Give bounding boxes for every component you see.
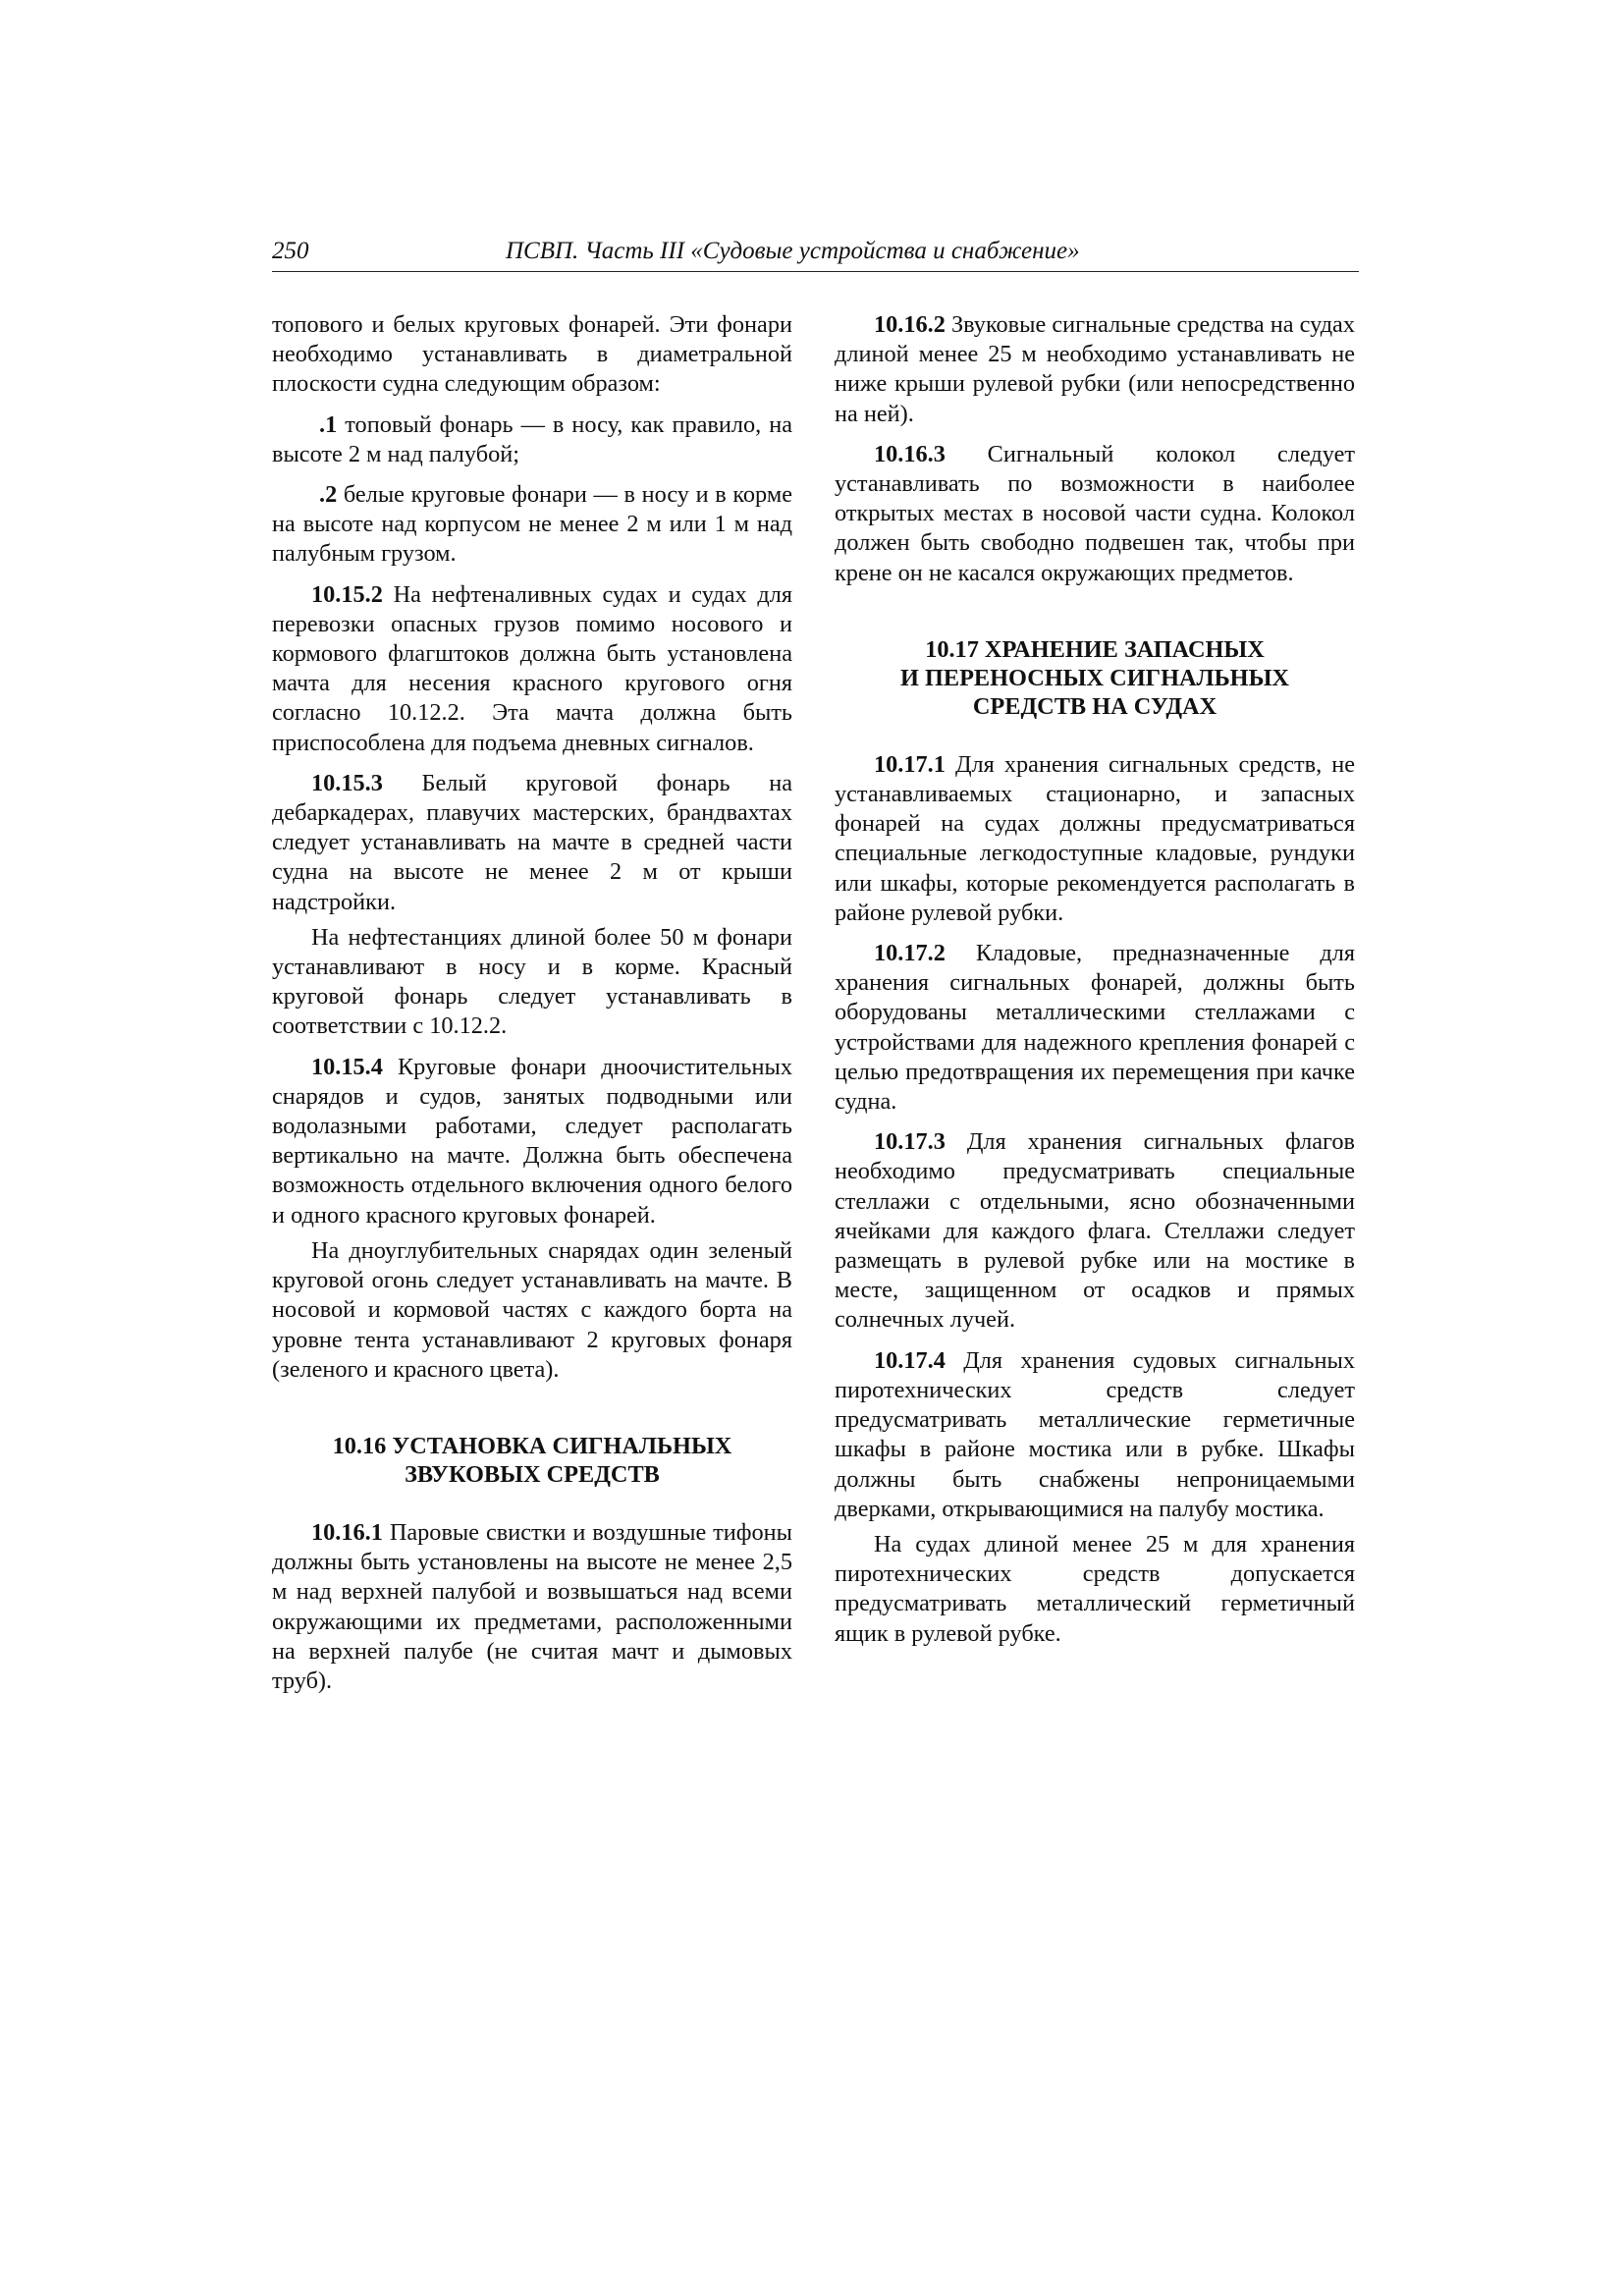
clause-10-17-2 [835, 939, 1355, 1117]
clause-text: Кладовые, предназначенные для хранения сигнальных фонарей, должны быть оборудованы металлическими стеллажами с устройствами для надежного крепления фонарей с целью предотвращения их перемещения при качке судна. [835, 940, 1355, 1116]
item-number: .1 [319, 410, 338, 438]
running-header [272, 236, 1359, 272]
clause-number: 10.17.3 [874, 1128, 946, 1156]
clause-text: Для хранения сигнальных флагов необходимо предусматривать специальные стеллажи с отдельными, ясно обозначенными ячейками для каждого флага. Стеллажи следует размещать в рулевой рубке или на мостике в месте, защищенном от осадков и прямых солнечных лучей. [835, 1128, 1355, 1334]
clause-number: 10.16.2 [874, 311, 946, 338]
clause-number: 10.17.4 [874, 1346, 946, 1374]
clause-number: 10.16.3 [874, 440, 946, 467]
clause-10-16-2 [835, 310, 1355, 429]
clause-text: На нефтеналивных судах и судах для перевозки опасных грузов помимо носового и кормового флагштоков должна быть установлена мачта для несения красного кругового огня согласно 10.12.2. Эта мачта должна быть приспособлена для подъема дневных сигналов. [272, 580, 792, 756]
paragraph: На дноуглубительных снарядах один зеленый круговой огонь следует устанавливать на мачте. В носовой и кормовой частях с каждого борта на уровне тента устанавливают 2 круговых фонаря (зеленого и красного цвета). [272, 1236, 792, 1383]
left-column [272, 310, 792, 1707]
clause-text: Круговые фонари дноочистительных снарядов и судов, занятых подводными или водолазными работами, следует располагать вертикально на мачте. Должна быть обеспечена возможность отдельного включения одного белого и одного красного круговых фонарей. [272, 1053, 792, 1229]
paragraph: топового и белых круговых фонарей. Эти фонари необходимо устанавливать в диаметральной плоскости судна следующим образом: [272, 311, 792, 398]
heading-line: 10.17 ХРАНЕНИЕ ЗАПАСНЫХ [925, 635, 1265, 663]
right-column [835, 310, 1355, 1660]
section-heading-10-17 [854, 635, 1335, 721]
clause-number: 10.15.4 [311, 1053, 383, 1080]
header-title: ПСВП. Часть III «Судовые устройства и снабжение» [506, 238, 1080, 264]
heading-line: ЗВУКОВЫХ СРЕДСТВ [405, 1460, 660, 1488]
paragraph: На судах длиной менее 25 м для хранения пиротехнических средств допускается предусматривать металлический герметичный ящик в рулевой рубке. [835, 1530, 1355, 1647]
item-text: топовый фонарь — в носу, как правило, на высоте 2 м над палубой; [272, 410, 792, 467]
paragraph: На нефтестанциях длиной более 50 м фонари устанавливают в носу и в корме. Красный круговой фонарь следует устанавливать в соответствии с 10.12.2. [272, 923, 792, 1040]
clause-10-15-3 [272, 769, 792, 917]
clause-number: 10.17.2 [874, 940, 946, 967]
clause-text: Паровые свистки и воздушные тифоны должны быть установлены на высоте не менее 2,5 м над верхней палубой и возвышаться над всеми окружающими их предметами, расположенными на верхней палубе (не считая мачт и дымовых труб). [272, 1518, 792, 1694]
clause-10-16-3 [835, 440, 1355, 588]
clause-number: 10.16.1 [311, 1518, 383, 1546]
clause-10-15-2 [272, 580, 792, 758]
clause-number: 10.17.1 [874, 750, 946, 778]
heading-line: 10.16 УСТАНОВКА СИГНАЛЬНЫХ [332, 1432, 732, 1459]
item-number: .2 [319, 481, 338, 509]
clause-text: Для хранения сигнальных средств, не устанавливаемых стационарно, и запасных фонарей на судах должны предусматриваться специальные легкодоступные кладовые, рундуки или шкафы, которые рекомендуется располагать в районе рулевой рубки. [835, 750, 1355, 926]
clause-text: Для хранения судовых сигнальных пиротехнических средств следует предусматривать металлические герметичные шкафы в районе мостика или в рубке. Шкафы должны быть снабжены непроницаемыми дверками, открывающимися на палубу мостика. [835, 1346, 1355, 1522]
item-text: белые круговые фонари — в носу и в корме на высоте над корпусом не менее 2 м или 1 м над палубным грузом. [272, 481, 792, 568]
clause-10-16-1 [272, 1518, 792, 1696]
clause-10-17-1 [835, 750, 1355, 928]
clause-10-15-4 [272, 1053, 792, 1230]
page-number: 250 [272, 238, 309, 264]
clause-10-17-3 [835, 1127, 1355, 1335]
clause-text: Белый круговой фонарь на дебаркадерах, плавучих мастерских, брандвахтах следует устанавливать на мачте в средней части судна на высоте не менее 2 м от крыши надстройки. [272, 769, 792, 915]
clause-text: Сигнальный колокол следует устанавливать по возможности в наиболее открытых местах в носовой части судна. Колокол должен быть свободно подвешен так, чтобы при крене он не касался окружающих предметов. [835, 440, 1355, 586]
clause-number: 10.15.3 [311, 769, 383, 796]
clause-text: Звуковые сигнальные средства на судах длиной менее 25 м необходимо устанавливать не ниже крыши рулевой рубки (или непосредственно на ней). [835, 311, 1355, 427]
section-heading-10-16 [292, 1432, 773, 1489]
list-item [272, 410, 792, 469]
clause-10-17-4 [835, 1346, 1355, 1524]
clause-number: 10.15.2 [311, 580, 383, 608]
list-item [272, 480, 792, 570]
heading-line: И ПЕРЕНОСНЫХ СИГНАЛЬНЫХ [900, 664, 1289, 691]
heading-line: СРЕДСТВ НА СУДАХ [972, 692, 1217, 720]
